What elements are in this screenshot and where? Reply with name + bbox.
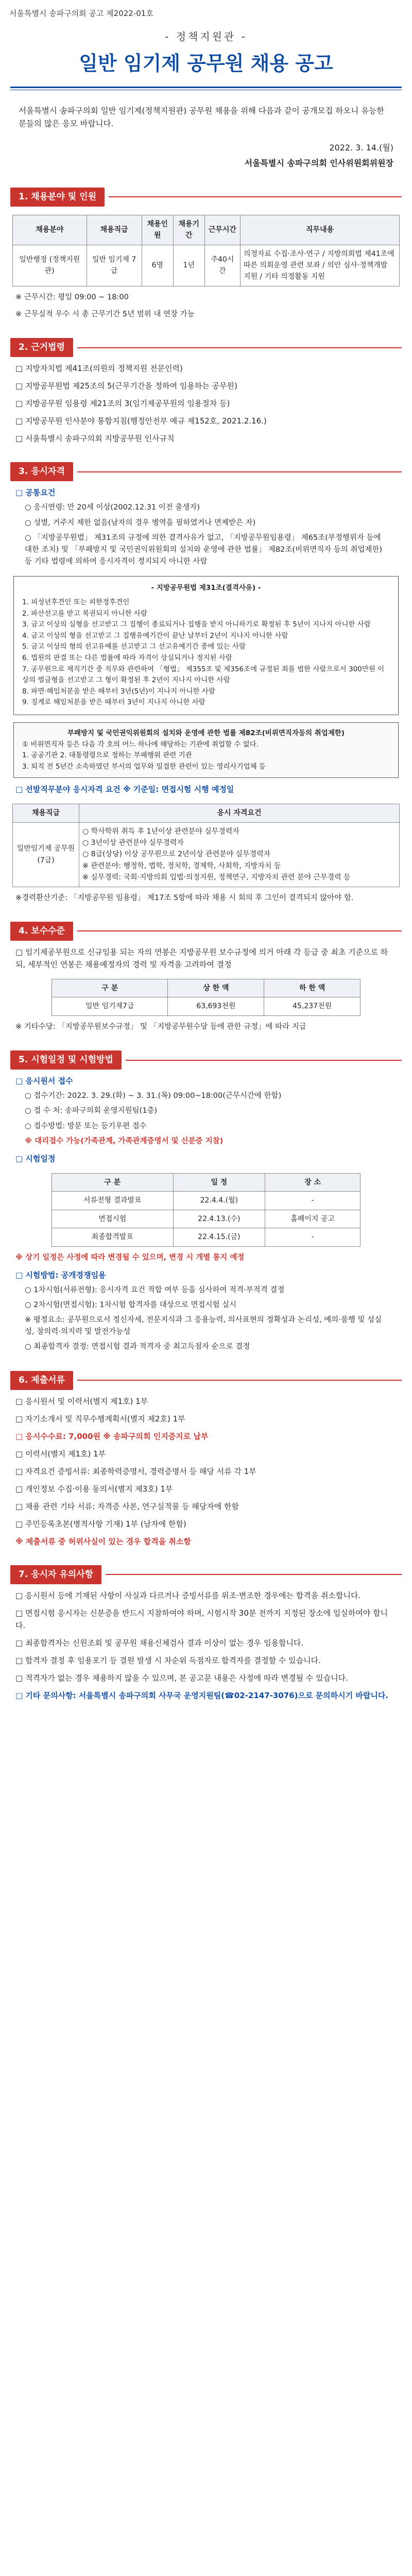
list-item: ※ 평정요소: 공무원으로서 정신자세, 전문지식과 그 응용능력, 의사표현의 정확성과 논리성, 예의·품행 및 성실성, 창의력·의지력 및 발전가능성 [25,1316,382,1336]
col-header: 응시 자격요건 [79,804,400,822]
section-divider [77,930,402,931]
col-header: 상 한 액 [168,979,264,997]
list-item: □ 자격요건 증빙서류: 최종학력증명서, 경력증명서 등 해당 서류 각 1부 [15,1466,256,1476]
col-header: 채용직급 [13,804,79,822]
table-row [52,1192,360,1210]
list-item: □ 지방공무원 인사분야 통합지침(행정안전부 예규 제152호, 2021.2.16.) [15,416,267,426]
title-divider [10,87,402,90]
list-item: 3. 퇴직 전 5년간 소속하였던 부서의 업무와 밀접한 관련이 있는 영리사기업체 등 [22,762,266,771]
list-item: □ 최종합격자는 신원조회 및 공무원 채용신체검사 결과 이상이 없는 경우 임용합니다. [15,1638,304,1648]
list-item: 6. 법원의 판결 또는 다른 법률에 따라 자격이 상실되거나 정지된 사람 [22,653,232,662]
list-item: 4. 금고 이상의 형을 선고받고 그 집행유예기간이 끝난 날부터 2년이 지나지 아니한 사람 [22,631,288,640]
table-cell: 45,237천원 [264,997,360,1015]
list-item: □ 기타 문의사항: 서울특별시 송파구의회 사무국 운영지원팀(☎02-2147-3076)으로 문의하시기 바랍니다. [15,1691,389,1700]
col-header: 근무시간 [204,215,240,245]
table-cell [79,822,400,887]
list-item: □ 응시원서 등에 기재된 사항이 사실과 다르거나 증빙서류를 위조·변조한 경우에는 합격을 취소합니다. [15,1591,361,1600]
list-item: □ 지방자치법 제41조(의원의 정책지원 전문인력) [15,364,183,374]
section-2-header [10,338,402,357]
col-header: 직무내용 [241,215,400,245]
col-header: 구 분 [52,1173,174,1191]
announcement-org: 서울특별시 송파구의회 인사위원회위원장 [244,158,393,168]
schedule-table [52,1173,360,1247]
list-item: ○ 접수기간: 2022. 3. 29.(화) ~ 3. 31.(목) 09:00~18:00(근무시간에 한함) [25,1092,282,1100]
note: ※ 기타수당: 「지방공무원보수규정」 및 「지방공무원수당 등에 관한 규정」에 따라 지급 [15,1022,306,1031]
col-header: 채용직급 [87,215,142,245]
table-cell: 홈페이지 공고 [265,1210,360,1228]
kicker: - 정책지원관 - [165,30,247,43]
note: ※ 상기 일정은 사정에 따라 변경될 수 있으며, 변경 시 개별 통지 예정 [15,1253,245,1262]
list-item: □ 합격자 결정 후 임용포기 등 결원 발생 시 차순위 득점자로 합격자를 결정할 수 있습니다. [15,1656,321,1665]
list-item: ○ 최종합격자 결정: 면접시험 결과 적격자 중 최고득점자 순으로 결정 [25,1343,250,1351]
list-item: ① 비위면직자 등은 다음 각 호의 어느 하나에 해당하는 기관에 취업할 수 없다. [22,740,259,749]
disqualification-box [13,576,399,715]
table-row [52,1228,360,1246]
list-item: ○ 1차시험(서류전형): 응시자격 요건 적합 여부 등을 심사하여 적격·부적격 결정 [25,1285,285,1294]
section-1-header [10,188,402,207]
list-item: 3. 금고 이상의 실형을 선고받고 그 집행이 종료되거나 집행을 받지 아니하기로 확정된 후 5년이 지나지 아니한 사람 [22,620,371,629]
list-item: 2. 파산선고를 받고 복권되지 아니한 사람 [22,609,147,618]
recruitment-table [12,215,400,286]
table-row [52,997,360,1015]
subheading: □ 선발직무분야 응시자격 요건 ※ 기준일: 면접시험 시행 예정일 [15,785,234,794]
list-item: □ 적격자가 없는 경우 채용하지 않을 수 있으며, 본 공고문 내용은 사정에 따라 변경될 수 있습니다. [15,1673,348,1683]
table-cell: 1년 [173,245,204,286]
subheading: □ 응시원서 접수 [15,1076,73,1086]
table-cell: 일반임기제 공무원(7급) [13,822,79,887]
note: ※ 근무실적 우수 시 총 근무기간 5년 범위 내 연장 가능 [15,310,195,318]
subheading: □ 공통요건 [15,488,56,498]
list-item: □ 주민등록초본(병적사항 기재) 1부 (남자에 한함) [15,1519,186,1529]
list-item: ※ 대리접수 가능(가족관계, 가족관계증명서 및 신분증 지참) [25,1137,224,1145]
list-item: ○ 접 수 처: 송파구의회 운영지원팀(1층) [25,1107,158,1115]
section-divider [77,347,402,348]
table-cell: 일반 임기제7급 [52,997,168,1015]
note: ※경력환산기준: 「지방공무원 임용령」 제17조 5항에 따라 채용 시 회의 후 그인이 결격되지 않아야 함. [15,893,354,902]
section-6-header [10,1371,402,1390]
table-cell: 의정자료 수집·조사·연구 / 지방의회법 제41조에따른 의회운영 관련 보좌 / 의안 심사·정책개발 지원 / 기타 의정활동 지원 [241,245,400,286]
section-4-header [10,922,402,941]
section-2-title: 2. 근거법령 [10,338,73,357]
section-divider [106,1574,402,1575]
list-item: □ 채용 관련 기타 서류: 자격증 사본, 연구실적물 등 해당자에 한함 [15,1501,239,1511]
table-cell: - [265,1192,360,1210]
pay-table [52,979,360,1016]
list-item: 1. 피성년후견인 또는 피한정후견인 [22,598,130,606]
section-3-title: 3. 응시자격 [10,462,73,481]
section-4-title: 4. 보수수준 [10,922,73,941]
table-cell: 22.4.15.(금) [173,1228,265,1246]
col-header: 채용분야 [13,215,87,245]
list-item: ※ 실무경력: 국회·지방의회 입법·의정지원, 정책연구, 지방자치 관련 분야 근무경력 등 [82,873,351,882]
table-cell: 주40시간 [204,245,240,286]
section-1-title: 1. 채용분야 및 인원 [10,188,105,207]
table-cell: 22.4.4.(월) [173,1192,265,1210]
box-title: - 지방공무원법 제31조(결격사유) - [151,584,261,592]
col-header: 하 한 액 [264,979,360,997]
table-cell: - [265,1228,360,1246]
table-row [52,1210,360,1228]
list-item: □ 지방공무원법 제25조의 5(근무기간을 정하여 임용하는 공무원) [15,381,237,391]
intro-text: 서울특별시 송파구의회 일반 임기제(정책지원관) 공무원 채용을 위해 다음과 같이 공개모집 하오니 유능한 분들의 많은 응모 바랍니다. [19,106,385,128]
announcement-date: 2022. 3. 14.(월) [329,143,393,153]
table-cell: 63,693천원 [168,997,264,1015]
table-cell: 6명 [142,245,173,286]
list-item: □ 응시수수료: 7,000원 ※ 송파구의회 인지증지로 납부 [15,1431,209,1441]
list-item: ○ 8급(상당) 이상 공무원으로 2년이상 관련분야 실무경력자 [82,850,271,859]
section-5-header [10,1050,402,1070]
section-divider [109,196,402,197]
table-cell: 22.4.13.(수) [173,1210,265,1228]
note: ※ 근무시간: 평일 09:00 ~ 18:00 [15,293,129,301]
list-item: ※ 제출서류 중 허위사실이 있는 경우 합격을 취소함 [15,1536,191,1546]
col-header: 채용기간 [173,215,204,245]
section-divider [77,1380,402,1381]
list-item: □ 서울특별시 송파구의회 지방공무원 인사규칙 [15,434,175,444]
list-item: □ 이력서(별지 제1호) 1부 [15,1449,106,1459]
requirements-table [12,804,400,887]
list-item: ○ 성별, 거주지 제한 없음(남자의 경우 병역을 필하였거나 면제받은 자) [25,518,256,527]
list-item: 1. 공공기관 2. 대통령령으로 정하는 부패행위 관련 기관 [22,751,192,760]
list-item: 5. 금고 이상의 형의 선고유예를 선고받고 그 선고유예기간 중에 있는 사람 [22,642,246,651]
col-header: 장 소 [265,1173,360,1191]
table-cell: 일반 임기제 7급 [87,245,142,286]
page-title: 일반 임기제 공무원 채용 공고 [79,52,333,75]
table-cell: 일반행정 (정책지원관) [13,245,87,286]
table-row [13,822,400,887]
section-3-header [10,462,402,481]
list-item: ○ 접수방법: 방문 또는 등기우편 접수 [25,1122,147,1130]
list-item: ○ 학사학위 취득 후 1년이상 관련분야 실무경력자 [82,827,239,836]
list-item: □ 자기소개서 및 직무수행계획서(별지 제2호) 1부 [15,1414,185,1423]
list-item: □ 개인정보 수집·이용 동의서(별지 제3호) 1부 [15,1484,173,1494]
section-divider [126,1060,402,1061]
section-5-title: 5. 시험일정 및 시험방법 [10,1050,122,1070]
list-item: □ 지방공무원 임용령 제21조의 3(임기제공무원의 임용절차 등) [15,399,230,409]
law-box [13,722,399,778]
section-divider [77,471,402,472]
list-item: ○ 「지방공무원법」 제31조의 규정에 의한 결격사유가 없고, 「지방공무원임용령」 제65조(부정행위자 등에 대한 조치) 및 「부패방지 및 국민권익위원회의 설치와 운영에 관한 법률」 제82조(비위면직자 등의 취업제한) 등 기타 법령에 의하여 응시자격이 정지되지 아니한 사람 [25,533,383,566]
list-item: 8. 파면·해임처분을 받은 때부터 3년(5년)이 지나지 아니한 사람 [22,687,215,696]
list-item: 9. 징계로 해임처분을 받은 때부터 3년이 지나지 아니한 사람 [22,698,205,707]
subheading: □ 시험일정 [15,1154,56,1163]
col-header: 구 분 [52,979,168,997]
table-cell: 최종합격발표 [52,1228,174,1246]
list-item: ※ 관련분야: 행정학, 법학, 정치학, 경제학, 사회학, 지방자치 등 [82,861,281,870]
list-item: □ 응시원서 및 이력서(별지 제1호) 1부 [15,1396,148,1406]
list-item: □ 면접시험 응시자는 신분증을 반드시 지참하여야 하며, 시험시작 30분 전까지 지정된 장소에 입실하여야 합니다. [15,1608,388,1630]
box-title: 부패방지 및 국민권익위원회의 설치와 운영에 관한 법률 제82조(비위면직자등의 취업제한) [67,728,345,737]
list-item: 7. 공무원으로 재직기간 중 직무와 관련하여 「형법」 제355조 및 제356조에 규정된 죄를 범한 사람으로서 300만원 이상의 벌금형을 선고받고 그 형이 확정된 후 2년이 지나지 아니한 사람 [22,665,385,685]
list-item: ○ 3년이상 관련분야 실무경력자 [82,839,184,848]
list-item: ○ 2차시험(면접시험): 1차시험 합격자를 대상으로 면접시험 실시 [25,1300,237,1309]
subheading: □ 시험방법: 공개경쟁임용 [15,1270,106,1280]
section-7-header [10,1565,402,1584]
col-header: 채용인원 [142,215,173,245]
table-cell: 면접시험 [52,1210,174,1228]
list-item: ○ 응시연령: 만 20세 이상(2002.12.31 이전 출생자) [25,503,200,512]
section-7-title: 7. 응시자 유의사항 [10,1565,101,1584]
pay-text: □ 임기제공무원으로 신규임용 되는 자의 연봉은 지방공무원 보수규정에 의거 아래 각 등급 중 최초 기준으로 하되, 세부적인 연봉은 채용예정자의 경력 및 자격을 고려하여 결정 [15,947,388,970]
col-header: 일 정 [173,1173,265,1191]
announcement-number: 서울특별시 송파구의회 공고 제2022-01호 [9,9,153,18]
table-row [13,245,400,286]
section-6-title: 6. 제출서류 [10,1371,73,1390]
table-cell: 서류전형 결과발표 [52,1192,174,1210]
